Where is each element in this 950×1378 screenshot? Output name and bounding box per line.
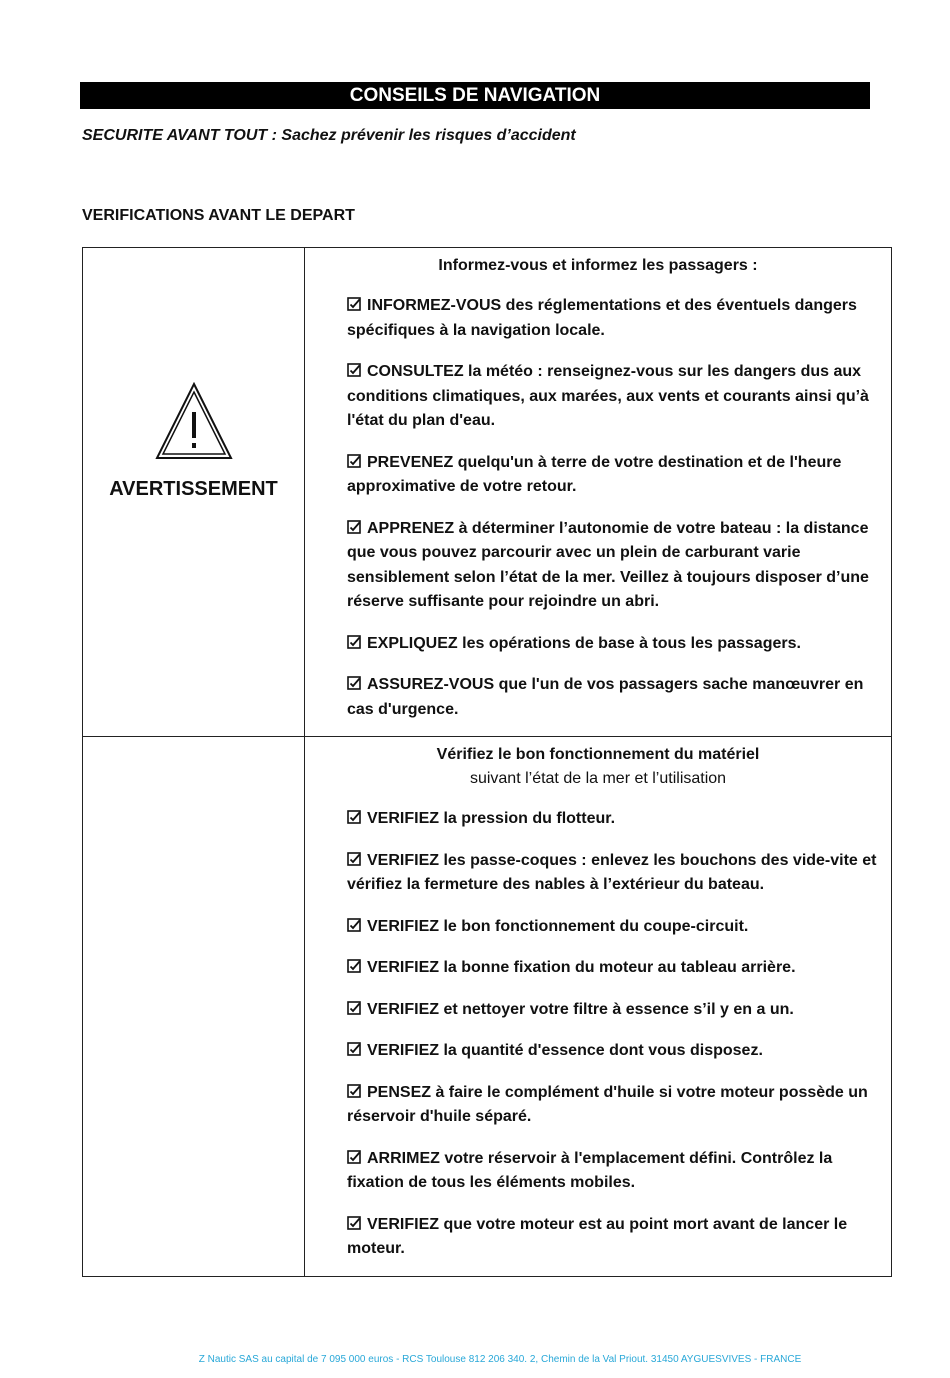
block1-list bbox=[347, 294, 885, 722]
table-row bbox=[83, 248, 892, 737]
checklist-item-text: VERIFIEZ la bonne fixation du moteur au tableau arrière. bbox=[367, 959, 796, 976]
checked-box-icon bbox=[347, 520, 361, 534]
block1-heading: Informez-vous et informez les passagers : bbox=[438, 257, 758, 274]
checklist-item bbox=[347, 998, 885, 1023]
checklist-item bbox=[347, 1081, 885, 1130]
warning-label: AVERTISSEMENT bbox=[109, 478, 278, 500]
checked-box-icon bbox=[347, 1150, 361, 1164]
checklist-item bbox=[347, 517, 885, 615]
checklist-item bbox=[347, 956, 885, 981]
empty-cell bbox=[83, 737, 305, 1277]
checklist-item-text: VERIFIEZ le bon fonctionnement du coupe-circuit. bbox=[367, 917, 749, 935]
block2-subheading: suivant l’état de la mer et l’utilisation bbox=[469, 770, 727, 787]
checked-box-icon bbox=[347, 1001, 361, 1015]
block2-heading-text: Vérifiez le bon fonctionnement du matériel bbox=[436, 746, 760, 763]
checked-box-icon bbox=[347, 852, 361, 866]
checklist-item bbox=[347, 1147, 885, 1196]
checklist-item bbox=[347, 294, 885, 343]
warning-triangle-icon bbox=[155, 382, 233, 460]
checked-box-icon bbox=[347, 676, 361, 690]
checked-box-icon bbox=[347, 959, 361, 973]
checklist-item-text: PENSEZ à faire le complément d'huile si votre moteur possède un réservoir d'huile séparé. bbox=[347, 1083, 868, 1125]
checklist-item bbox=[347, 673, 885, 722]
checklist-item bbox=[347, 451, 885, 500]
checked-box-icon bbox=[347, 810, 361, 824]
section-heading: VERIFICATIONS AVANT LE DEPART bbox=[82, 207, 355, 224]
block2-heading bbox=[347, 743, 885, 791]
checklist-item bbox=[347, 1213, 885, 1262]
checklist-item bbox=[347, 807, 885, 832]
checked-box-icon bbox=[347, 363, 361, 377]
checklist-item-text: VERIFIEZ les passe-coques : enlevez les bouchons des vide-vite et vérifiez la fermeture des nables à l’extérieur du bateau. bbox=[347, 851, 877, 893]
checklist-item-text: INFORMEZ-VOUS des réglementations et des éventuels dangers spécifiques à la navigation locale. bbox=[347, 297, 857, 339]
table-row bbox=[83, 737, 892, 1277]
block2-list bbox=[347, 807, 885, 1262]
checked-box-icon bbox=[347, 297, 361, 311]
equipment-cell bbox=[305, 737, 892, 1277]
checklist-item bbox=[347, 849, 885, 898]
warning-cell bbox=[83, 248, 305, 737]
footer-legal: Z Nautic SAS au capital de 7 095 000 euros - RCS Toulouse 812 206 340. 2, Chemin de la Val Priout. 31450 AYGUESVIVES - FRANCE bbox=[198, 1354, 802, 1365]
checklist-item bbox=[347, 1039, 885, 1064]
checklist-item bbox=[347, 632, 885, 657]
checklist-item bbox=[347, 915, 885, 940]
checked-box-icon bbox=[347, 1042, 361, 1056]
checked-box-icon bbox=[347, 635, 361, 649]
checklist-item-text: EXPLIQUEZ les opérations de base à tous les passagers. bbox=[367, 634, 801, 652]
checklist-item-text: ASSUREZ-VOUS que l'un de vos passagers sache manœuvrer en cas d'urgence. bbox=[347, 676, 864, 718]
checklist-item-text: PREVENEZ quelqu'un à terre de votre destination et de l'heure approximative de votre retour. bbox=[347, 453, 842, 495]
info-cell bbox=[305, 248, 892, 737]
checked-box-icon bbox=[347, 1084, 361, 1098]
checklist-item bbox=[347, 360, 885, 434]
checklist-item-text: VERIFIEZ la quantité d'essence dont vous disposez. bbox=[367, 1042, 763, 1059]
checklist-item-text: VERIFIEZ et nettoyer votre filtre à essence s’il y en a un. bbox=[367, 1000, 794, 1018]
subtitle: SECURITE AVANT TOUT : Sachez prévenir les risques d’accident bbox=[82, 127, 576, 144]
checked-box-icon bbox=[347, 1216, 361, 1230]
checklist-item-text: CONSULTEZ la météo : renseignez-vous sur les dangers dus aux conditions climatiques, aux marées, aux vents et courants ainsi qu’à l'état du plan d'eau. bbox=[347, 363, 869, 429]
checked-box-icon bbox=[347, 918, 361, 932]
checklist-item-text: VERIFIEZ que votre moteur est au point mort avant de lancer le moteur. bbox=[347, 1215, 848, 1257]
checklist-table bbox=[82, 247, 892, 1277]
checklist-item-text: ARRIMEZ votre réservoir à l'emplacement défini. Contrôlez la fixation de tous les éléments mobiles. bbox=[347, 1149, 833, 1191]
checklist-item-text: VERIFIEZ la pression du flotteur. bbox=[367, 810, 616, 827]
page-title: CONSEILS DE NAVIGATION bbox=[80, 82, 870, 109]
checked-box-icon bbox=[347, 454, 361, 468]
checklist-item-text: APPRENEZ à déterminer l’autonomie de votre bateau : la distance que vous pouvez parcourir avec un plein de carburant varie sensiblement selon l’état de la mer. Veillez à toujours disposer d’une réserve suffisante pour rejoindre un abri. bbox=[347, 519, 869, 610]
